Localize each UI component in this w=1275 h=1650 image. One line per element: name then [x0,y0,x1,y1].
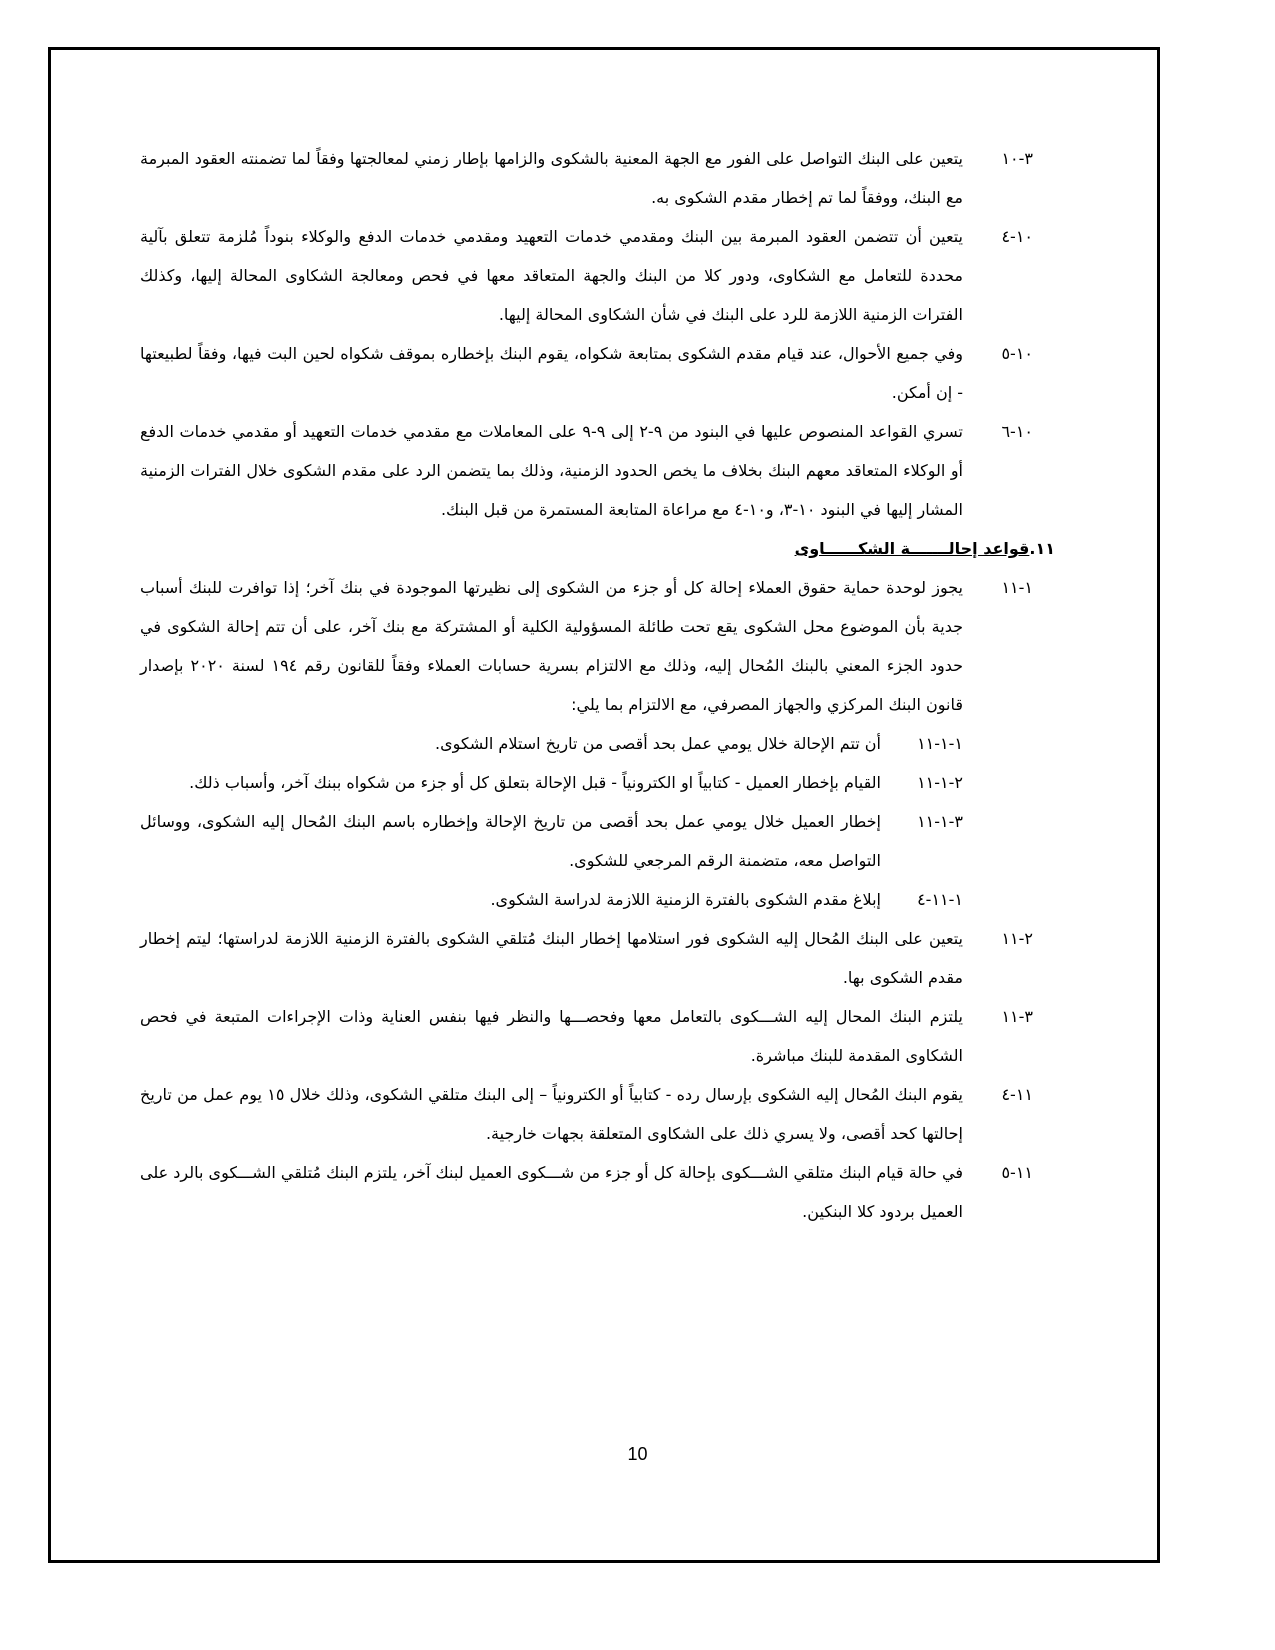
clause-text: يلتزم البنك المحال إليه الشـــكوى بالتعامل معها وفحصـــها والنظر فيها بنفس العناية وذات الإجراءات المتبعة في فحص الشكاوى المقدمة للبنك مباشرة. [140,1007,963,1065]
clause-text: إخطار العميل خلال يومي عمل بحد أقصى من تاريخ الإحالة وإخطاره باسم البنك المُحال إليه الشكوى، ووسائل التواصل معه، متضمنة الرقم المرجعي للشكوى. [140,812,881,870]
clause-text: وفي جميع الأحوال، عند قيام مقدم الشكوى بمتابعة شكواه، يقوم البنك بإخطاره بموقف شكواه لحين البت فيها، وفقاً لطبيعتها - إن أمكن. [140,344,963,402]
clause-number: ۱۰-۳ [1001,149,1033,168]
clause-number: ۱۱-۱-۲ [917,773,963,792]
clause-text: يقوم البنك المُحال إليه الشكوى بإرسال رده - كتابياً أو الكترونياً – إلى البنك متلقي الشكوى، وذلك خلال ۱٥ يوم عمل من تاريخ إحالتها كحد أقصى، ولا يسري ذلك على الشكاوى المتعلقة بجهات خارجية. [140,1085,964,1143]
subclause-11-1-3 [140,802,963,880]
clause-11-1 [140,568,1033,724]
clause-number: ۱۱-٥ [1001,1163,1033,1182]
clause-number: ۱۰-٦ [1001,422,1033,441]
clause-10-3 [140,139,1033,217]
clause-10-6 [140,412,1033,529]
clause-number: ۱۱-۱-۱ [917,734,963,753]
clause-text: يتعين أن تتضمن العقود المبرمة بين البنك ومقدمي خدمات التعهيد ومقدمي خدمات الدفع والوكلاء بنوداً مُلزمة تتعلق بآلية محددة للتعامل مع الشكاوى، ودور كلا من البنك والجهة المتعاقد معها في فحص ومعالجة الشكاوى المحالة إليها، وكذلك الفترات الزمنية اللازمة للرد على البنك في شأن الشكاوى المحالة إليها. [140,227,963,324]
clause-text: إبلاغ مقدم الشكوى بالفترة الزمنية اللازمة لدراسة الشكوى. [490,890,881,909]
clause-number: ۱۱-۲ [1001,929,1033,948]
clause-number: ۱۱-۱-٤ [917,890,963,909]
subclause-11-1-4 [140,880,963,919]
clause-11-3 [140,997,1033,1075]
subclause-11-1-2 [140,763,963,802]
clause-text: يتعين على البنك المُحال إليه الشكوى فور استلامها إخطار البنك مُتلقي الشكوى بالفترة الزمنية اللازمة لدراستها؛ ليتم إخطار مقدم الشكوى بها. [140,929,963,987]
clause-number: ۱۰-٤ [1001,227,1033,246]
clause-number: ۱۱-٤ [1001,1085,1033,1104]
clause-text: يجوز لوحدة حماية حقوق العملاء إحالة كل أو جزء من الشكوى إلى نظيرتها الموجودة في بنك آخر؛ إذا توافرت للبنك أسباب جدية بأن الموضوع محل الشكوى يقع تحت طائلة المسؤولية الكلية أو المشتركة مع بنك آخر، على أن تتم إحالة الشكوى في حدود الجزء المعني بالبنك المُحال إليه، وذلك مع الالتزام بسرية حسابات العملاء وفقاً للقانون رقم ۱۹٤ لسنة ۲۰۲۰ بإصدار قانون البنك المركزي والجهاز المصرفي، مع الالتزام بما يلي: [140,578,963,714]
clause-text: في حالة قيام البنك متلقي الشـــكوى بإحالة كل أو جزء من شـــكوى العميل لبنك آخر، يلتزم البنك مُتلقي الشـــكوى بالرد على العميل بردود كلا البنكين. [140,1163,963,1221]
clause-11-4 [140,1075,1033,1153]
section-heading-11 [140,529,1055,568]
subclause-11-1-1 [140,724,963,763]
section-number: ۱۱. [1029,539,1055,558]
clause-10-5 [140,334,1033,412]
clause-10-4 [140,217,1033,334]
clause-number: ۱۱-۱-۳ [917,812,963,831]
clause-text: أن تتم الإحالة خلال يومي عمل بحد أقصى من تاريخ استلام الشكوى. [435,734,881,753]
clause-number: ۱۱-۱ [1001,578,1033,597]
clause-text: تسري القواعد المنصوص عليها في البنود من ۹-۲ إلى ۹-۹ على المعاملات مع مقدمي خدمات التعهيد أو مقدمي خدمات الدفع أو الوكلاء المتعاقد معهم البنك بخلاف ما يخص الحدود الزمنية، وذلك بما يتضمن الرد على مقدم الشكوى خلال الفترات الزمنية المشار إليها في البنود ۱۰-۳، و۱۰-٤ مع مراعاة المتابعة المستمرة من قبل البنك. [140,422,964,519]
clause-number: ۱۰-٥ [1001,344,1033,363]
section-title: قواعد إحالـــــــة الشكــــــاوى [794,539,1030,558]
clause-11-5 [140,1153,1033,1231]
clause-text: يتعين على البنك التواصل على الفور مع الجهة المعنية بالشكوى والزامها بإطار زمني لمعالجتها وفقاً لما تضمنته العقود المبرمة مع البنك، ووفقاً لما تم إخطار مقدم الشكوى به. [140,149,963,207]
document-body [140,139,1055,1231]
clause-11-2 [140,919,1033,997]
clause-text: القيام بإخطار العميل - كتابياً او الكترونياً - قبل الإحالة بتعلق كل أو جزء من شكواه ببنك آخر، وأسباب ذلك. [189,773,881,792]
page-number: 10 [627,1444,648,1464]
clause-number: ۱۱-۳ [1001,1007,1033,1026]
